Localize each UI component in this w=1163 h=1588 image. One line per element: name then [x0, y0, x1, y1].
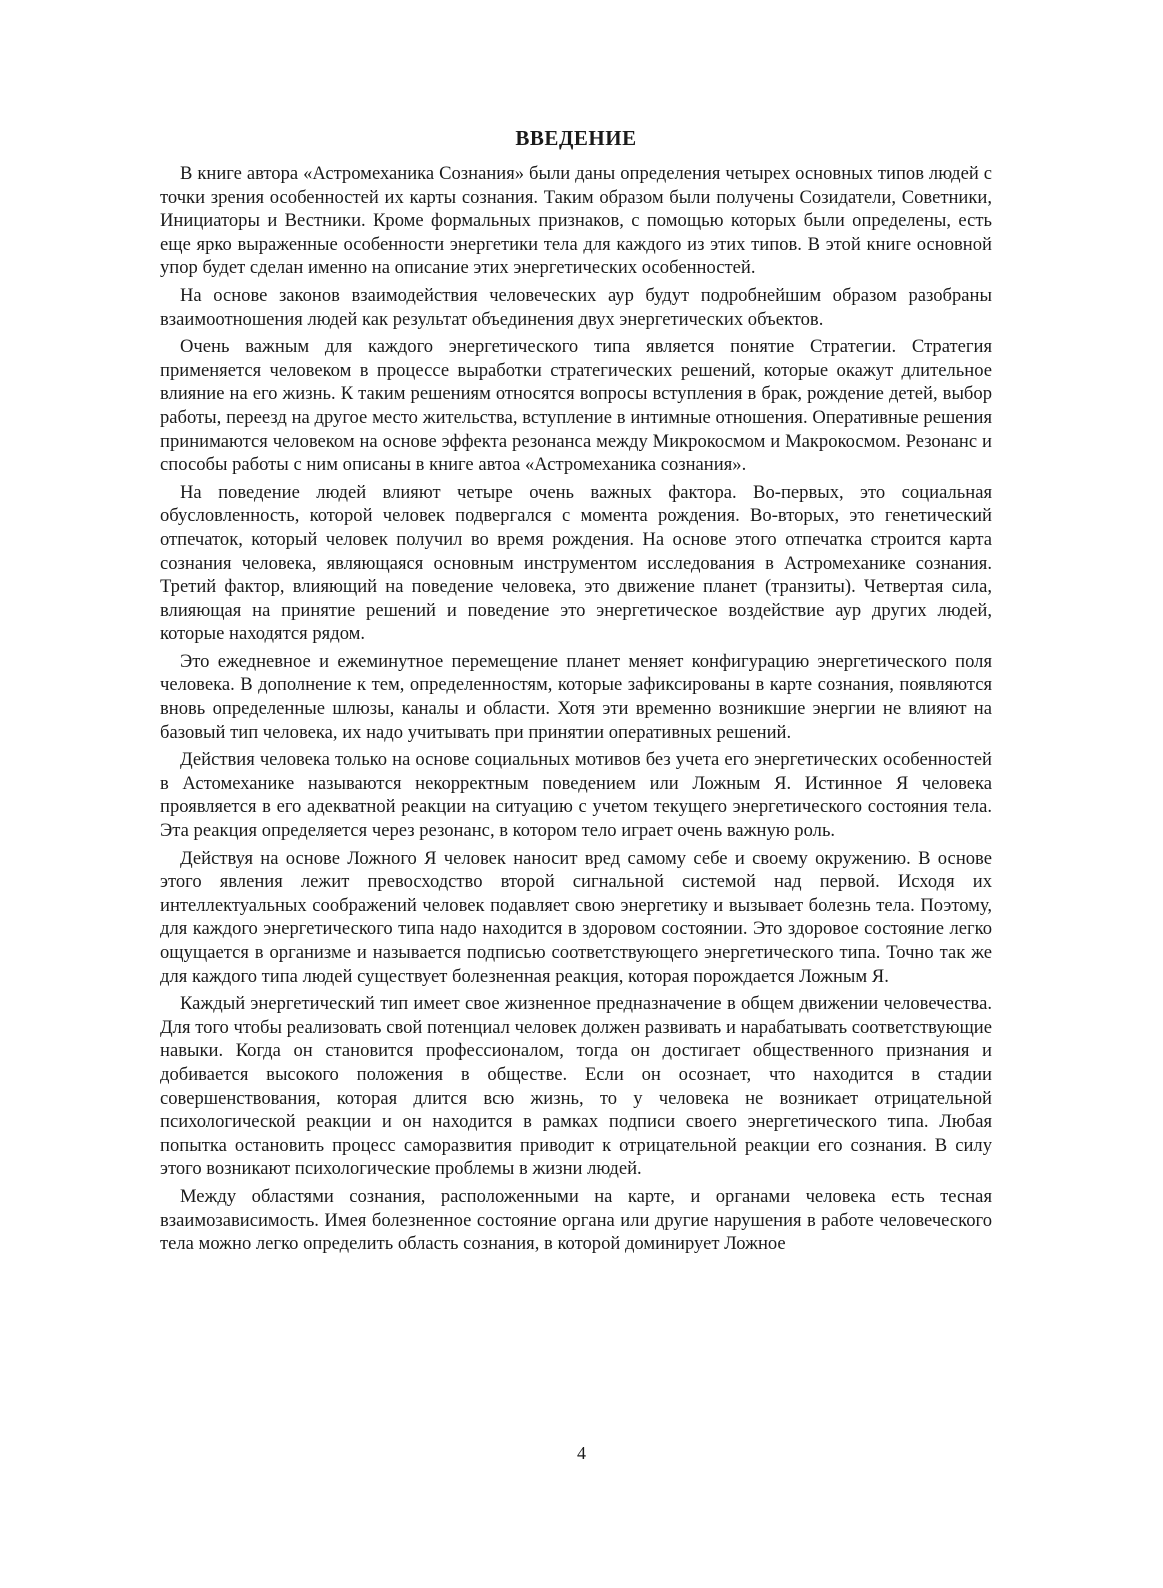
paragraph: В книге автора «Астромеханика Сознания» были даны определения четырех основных типов людей с точки зрения особенностей их карты сознания. Таким образом были получены Созидатели, Советники, Инициаторы и Вестники. Кроме формальных признаков, с помощью которых были определены, есть еще ярко выраженные особенности энергетики тела для каждого из этих типов. В этой книге основной упор будет сделан именно на описание этих энергетических особенностей.: [160, 163, 992, 279]
paragraph: Между областями сознания, расположенными на карте, и органами человека есть тесная взаимозависимость. Имея болезненное состояние органа или другие нарушения в работе человеческого тела можно легко определить область сознания, в которой доминирует Ложное: [160, 1185, 992, 1255]
paragraph: Каждый энергетический тип имеет свое жизненное предназначение в общем движении человечества. Для того чтобы реализовать свой потенциал человек должен развивать и нарабатывать соответствующие навыки. Когда он становится профессионалом, тогда он достигает общественного признания и добивается высокого положения в обществе. Если он осознает, что находится в стадии совершенствования, которая длится всю жизнь, то у человека не возникает отрицательной психологической реакции и он находится в рамках подписи своего энергетического типа. Любая попытка остановить процесс саморазвития приводит к отрицательной реакции его сознания. В силу этого возникают психологические проблемы в жизни людей.: [160, 993, 992, 1180]
paragraph: Очень важным для каждого энергетического типа является понятие Стратегии. Стратегия применяется человеком в процессе выработки стратегических решений, которые окажут длительное влияние на его жизнь. К таким решениям относятся вопросы вступления в брак, рождение детей, выбор работы, переезд на другое место жительства, вступление в интимные отношения. Оперативные решения принимаются человеком на основе эффекта резонанса между Микрокосмом и Макрокосмом. Резонанс и способы работы с ним описаны в книге автоа «Астромеханика сознания».: [160, 336, 992, 476]
page-number: 4: [577, 1443, 586, 1463]
page-body: [160, 124, 992, 1260]
paragraph: На основе законов взаимодействия человеческих аур будут подробнейшим образом разобраны взаимоотношения людей как результат объединения двух энергетических объектов.: [160, 284, 992, 330]
paragraph: На поведение людей влияют четыре очень важных фактора. Во-первых, это социальная обусловленность, которой человек подвергался с момента рождения. Во-вторых, это генетический отпечаток, который человек получил во время рождения. На основе этого отпечатка строится карта сознания человека, являющаяся основным инструментом исследования в Астромеханике сознания. Третий фактор, влияющий на поведение человека, это движение планет (транзиты). Четвертая сила, влияющая на принятие решений и поведение это энергетическое воздействие аур других людей, которые находятся рядом.: [160, 481, 992, 645]
chapter-title: ВВЕДЕНИЕ: [515, 126, 637, 150]
paragraph: Действия человека только на основе социальных мотивов без учета его энергетических особенностей в Астомеханике называются некорректным поведением или Ложным Я. Истинное Я человека проявляется в его адекватной реакции на ситуацию с учетом текущего энергетического состояния тела. Эта реакция определяется через резонанс, в котором тело играет очень важную роль.: [160, 749, 992, 842]
paragraph: Это ежедневное и ежеминутное перемещение планет меняет конфигурацию энергетического поля человека. В дополнение к тем, определенностям, которые зафиксированы в карте сознания, появляются вновь определенные шлюзы, каналы и области. Хотя эти временно возникшие энергии не влияют на базовый тип человека, их надо учитывать при принятии оперативных решений.: [160, 650, 992, 743]
paragraph: Действуя на основе Ложного Я человек наносит вред самому себе и своему окружению. В основе этого явления лежит превосходство второй сигнальной системой над первой. Исходя их интеллектуальных соображений человек подавляет свою энергетику и вызывает болезнь тела. Поэтому, для каждого энергетического типа надо находится в здоровом состоянии. Это здоровое состояние легко ощущается в организме и называется подписью соответствующего энергетического типа. Точно так же для каждого типа людей существует болезненная реакция, которая порождается Ложным Я.: [160, 847, 992, 987]
